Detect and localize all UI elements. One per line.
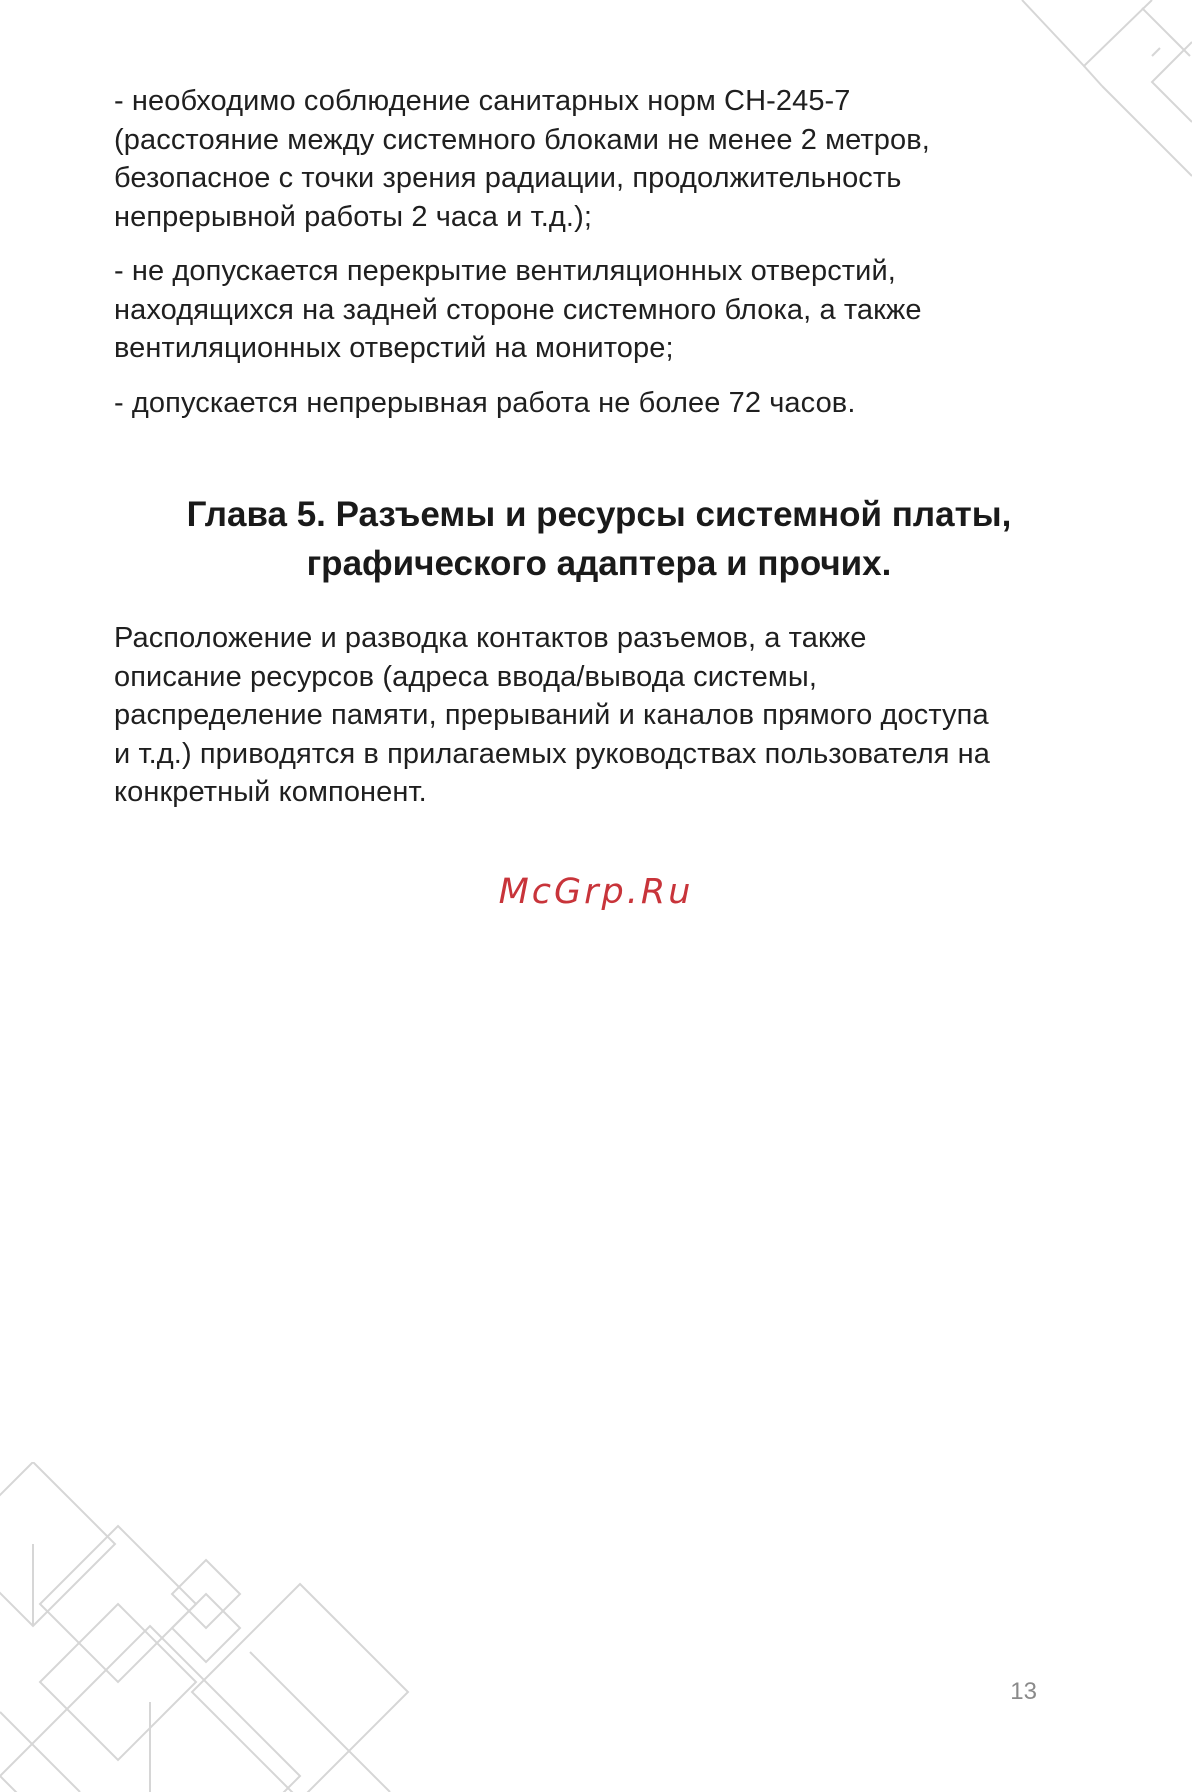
paragraph-sanitary-norms: - необходимо соблюдение санитарных норм СН-245-7 (расстояние между системного блоками не менее 2 метров, безопасное с точки зрения радиации, продолжительность непрерывной работы 2 часа и т.д.); [114, 85, 930, 233]
geometric-corner-decoration-bottom [0, 1462, 500, 1792]
chapter-heading: Глава 5. Разъемы и ресурсы системной платы, графического адаптера и прочих. [186, 495, 1012, 583]
instructions-list [114, 82, 1084, 438]
chapter-body-paragraph: Расположение и разводка контактов разъемов, а также описание ресурсов (адреса ввода/вывода системы, распределение памяти, прерываний и каналов прямого доступа и т.д.) приводятся в прилагаемых руководствах пользователя на конкретный компонент. [114, 622, 991, 808]
page-number: 13 [1010, 1678, 1037, 1705]
paragraph-continuous-work: - допускается непрерывная работа не более 72 часов. [114, 386, 856, 419]
paragraph-ventilation: - не допускается перекрытие вентиляционных отверстий, находящихся на задней стороне системного блока, а также вентиляционных отверстий на мониторе; [114, 255, 922, 364]
watermark-text: McGrp.Ru [498, 872, 694, 912]
